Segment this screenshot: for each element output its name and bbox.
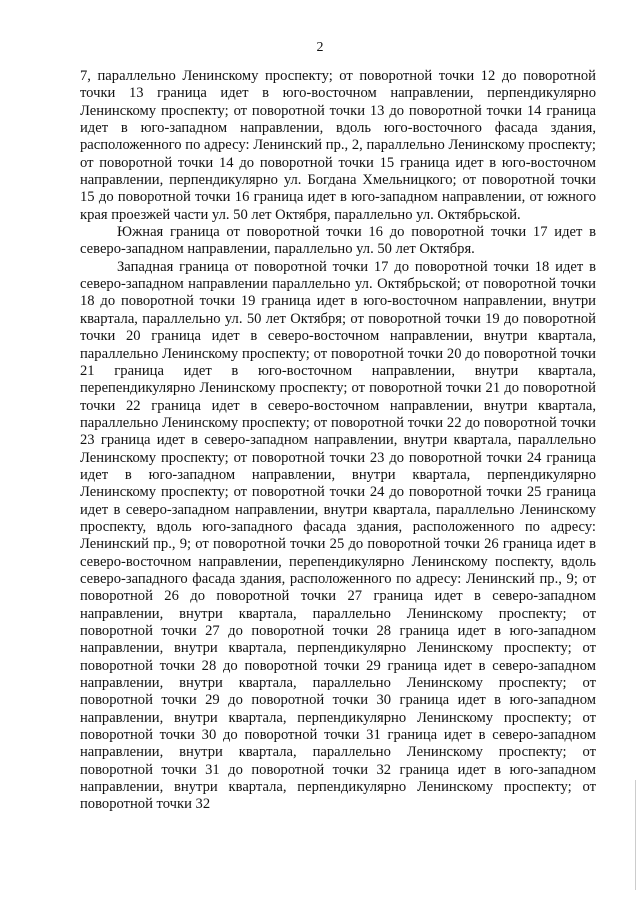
paragraph-continuation: 7, параллельно Ленинскому проспекту; от поворотной точки 12 до поворотной точки 13 граница идет в юго-восточном направлении, перпендикулярно Ленинскому проспекту; от поворотной точки 13 до поворотной точки 14 граница идет в юго-западном направлении, вдоль юго-восточного фасада здания, расположенного по адресу: Ленинский пр., 2, параллельно Ленинскому проспекту; от поворотной точки 14 до поворотной точки 15 граница идет в юго-восточном направлении, перпендикулярно ул. Богдана Хмельницкого; от поворотной точки 15 до поворотной точки 16 граница идет в юго-западном направлении, от южного края проезжей части ул. 50 лет Октября, параллельно ул. Октябрьской.: [80, 68, 596, 223]
paragraph-west-boundary: Западная граница от поворотной точки 17 до поворотной точки 18 идет в северо-западном направлении параллельно ул. Октябрьской; от поворотной точки 18 до поворотной точки 19 граница идет в юго-восточном направлении, внутри квартала, параллельно ул. 50 лет Октября; от поворотной точки 19 до поворотной точки 20 граница идет в северо-восточном направлении, внутри квартала, параллельно Ленинскому проспекту; от поворотной точки 20 до поворотной точки 21 граница идет в юго-восточном направлении, внутри квартала, перепендикулярно Ленинскому проспекту; от поворотной точки 21 до поворотной точки 22 граница идет в северо-восточном направлении, внутри квартала, параллельно Ленинскому проспекту; от поворотной точки 22 до поворотной точки 23 граница идет в северо-западном направлении, внутри квартала, параллельно Ленинскому проспекту; от поворотной точки 23 до поворотной точки 24 граница идет в юго-западном направлении, внутри квартала, перпендикулярно Ленинскому проспекту; от поворотной точки 24 до поворотной точки 25 граница идет в северо-западном направлении, внутри квартала, параллельно Ленинскому проспекту, вдоль юго-западного фасада здания, расположенного по адресу: Ленинский пр., 9; от поворотной точки 25 до поворотной точки 26 граница идет в северо-восточном направлении, перепендикулярно Ленинскому поспекту, вдоль северо-западного фасада здания, расположенного по адресу: Ленинский пр., 9; от поворотной 26 до поворотной точки 27 граница идет в северо-западном направлении, внутри квартала, параллельно Ленинскому проспекту; от поворотной точки 27 до поворотной точки 28 граница идет в юго-западном направлении, внутри квартала, перпендикулярно Ленинскому проспекту; от поворотной точки 28 до поворотной точки 29 граница идет в северо-западном направлении, внутри квартала, параллельно Ленинскому проспекту; от поворотной точки 29 до поворотной точки 30 граница идет в юго-западном направлении, внутри квартала, перпендикулярно Ленинскому проспекту; от поворотной точки 30 до поворотной точки 31 граница идет в северо-западном направлении, внутри квартала, параллельно Ленинскому проспекту; от поворотной точки 31 до поворотной точки 32 граница идет в юго-западном направлении, внутри квартала, перпендикулярно Ленинскому проспекту; от поворотной точки 32: [80, 258, 596, 813]
page-number: 2: [316, 40, 324, 55]
paragraph-south-boundary: Южная граница от поворотной точки 16 до поворотной точки 17 идет в северо-западном направлении, параллельно ул. 50 лет Октября.: [80, 224, 596, 258]
scan-edge-mark: [635, 780, 636, 890]
document-body: [80, 68, 596, 814]
